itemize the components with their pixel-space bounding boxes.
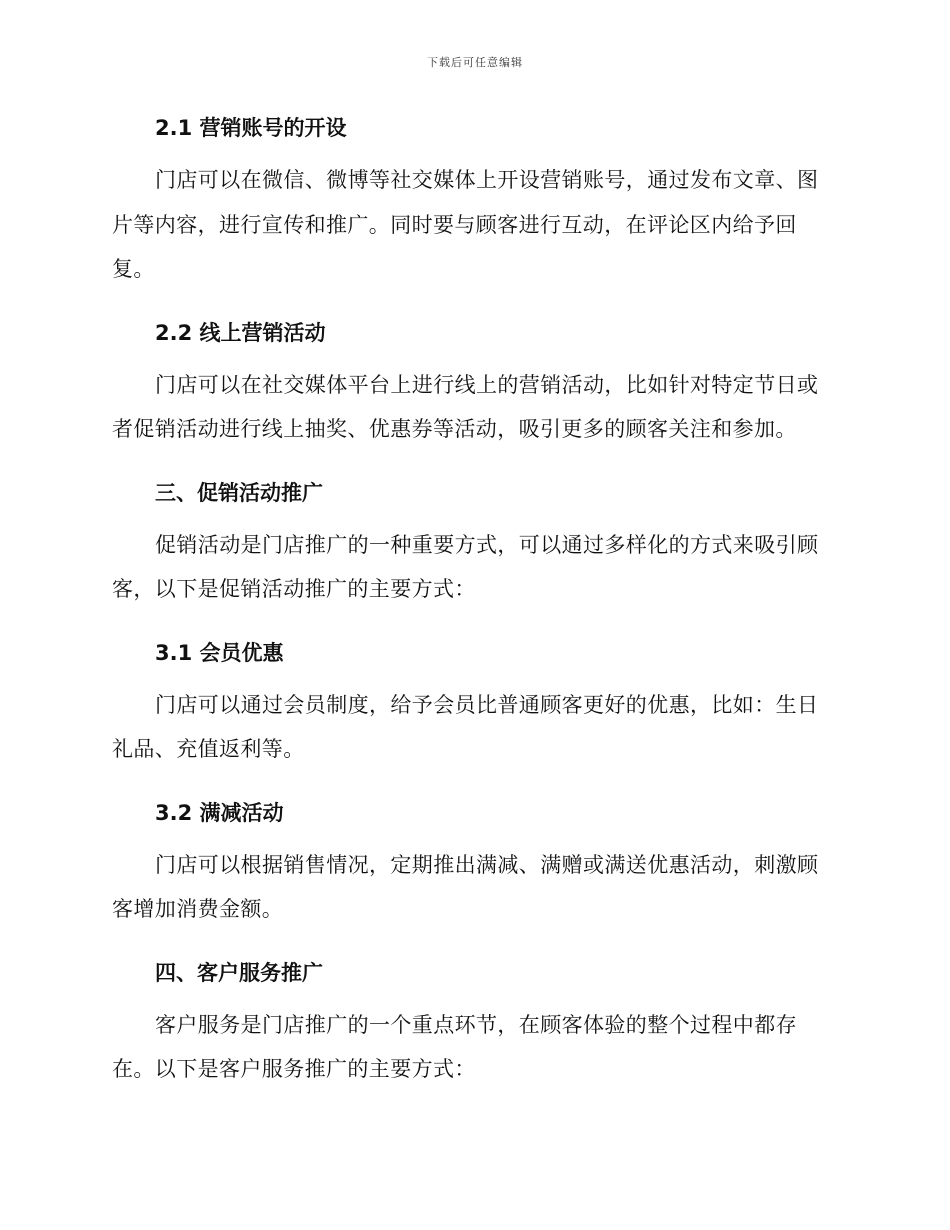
section-2-1 bbox=[112, 112, 832, 292]
page-header: 下载后可任意编辑 bbox=[427, 56, 523, 69]
section-paragraph: 门店可以在微信、微博等社交媒体上开设营销账号，通过发布文章、图片等内容，进行宣传和推广。同时要与顾客进行互动，在评论区内给予回复。 bbox=[112, 168, 819, 281]
section-2-2 bbox=[112, 317, 832, 452]
section-3-2 bbox=[112, 797, 832, 932]
section-heading: 3.2 满减活动 bbox=[155, 800, 284, 825]
section-3-1 bbox=[112, 637, 832, 772]
section-paragraph: 门店可以通过会员制度，给予会员比普通顾客更好的优惠，比如：生日礼品、充值返利等。 bbox=[112, 692, 819, 761]
section-heading: 四、客户服务推广 bbox=[155, 960, 323, 985]
section-3 bbox=[112, 477, 832, 612]
section-4 bbox=[112, 957, 832, 1092]
section-heading: 3.1 会员优惠 bbox=[155, 640, 284, 665]
section-paragraph: 客户服务是门店推广的一个重点环节，在顾客体验的整个过程中都存在。以下是客户服务推广的主要方式： bbox=[112, 1012, 797, 1081]
document-body bbox=[112, 112, 832, 1092]
section-paragraph: 门店可以根据销售情况，定期推出满减、满赠或满送优惠活动，刺激顾客增加消费金额。 bbox=[112, 852, 819, 921]
section-heading: 三、促销活动推广 bbox=[155, 480, 323, 505]
section-heading: 2.1 营销账号的开设 bbox=[155, 116, 347, 140]
section-heading: 2.2 线上营销活动 bbox=[155, 320, 326, 345]
section-paragraph: 门店可以在社交媒体平台上进行线上的营销活动，比如针对特定节日或者促销活动进行线上抽奖、优惠券等活动，吸引更多的顾客关注和参加。 bbox=[112, 372, 819, 441]
section-paragraph: 促销活动是门店推广的一种重要方式，可以通过多样化的方式来吸引顾客，以下是促销活动推广的主要方式： bbox=[112, 532, 819, 601]
